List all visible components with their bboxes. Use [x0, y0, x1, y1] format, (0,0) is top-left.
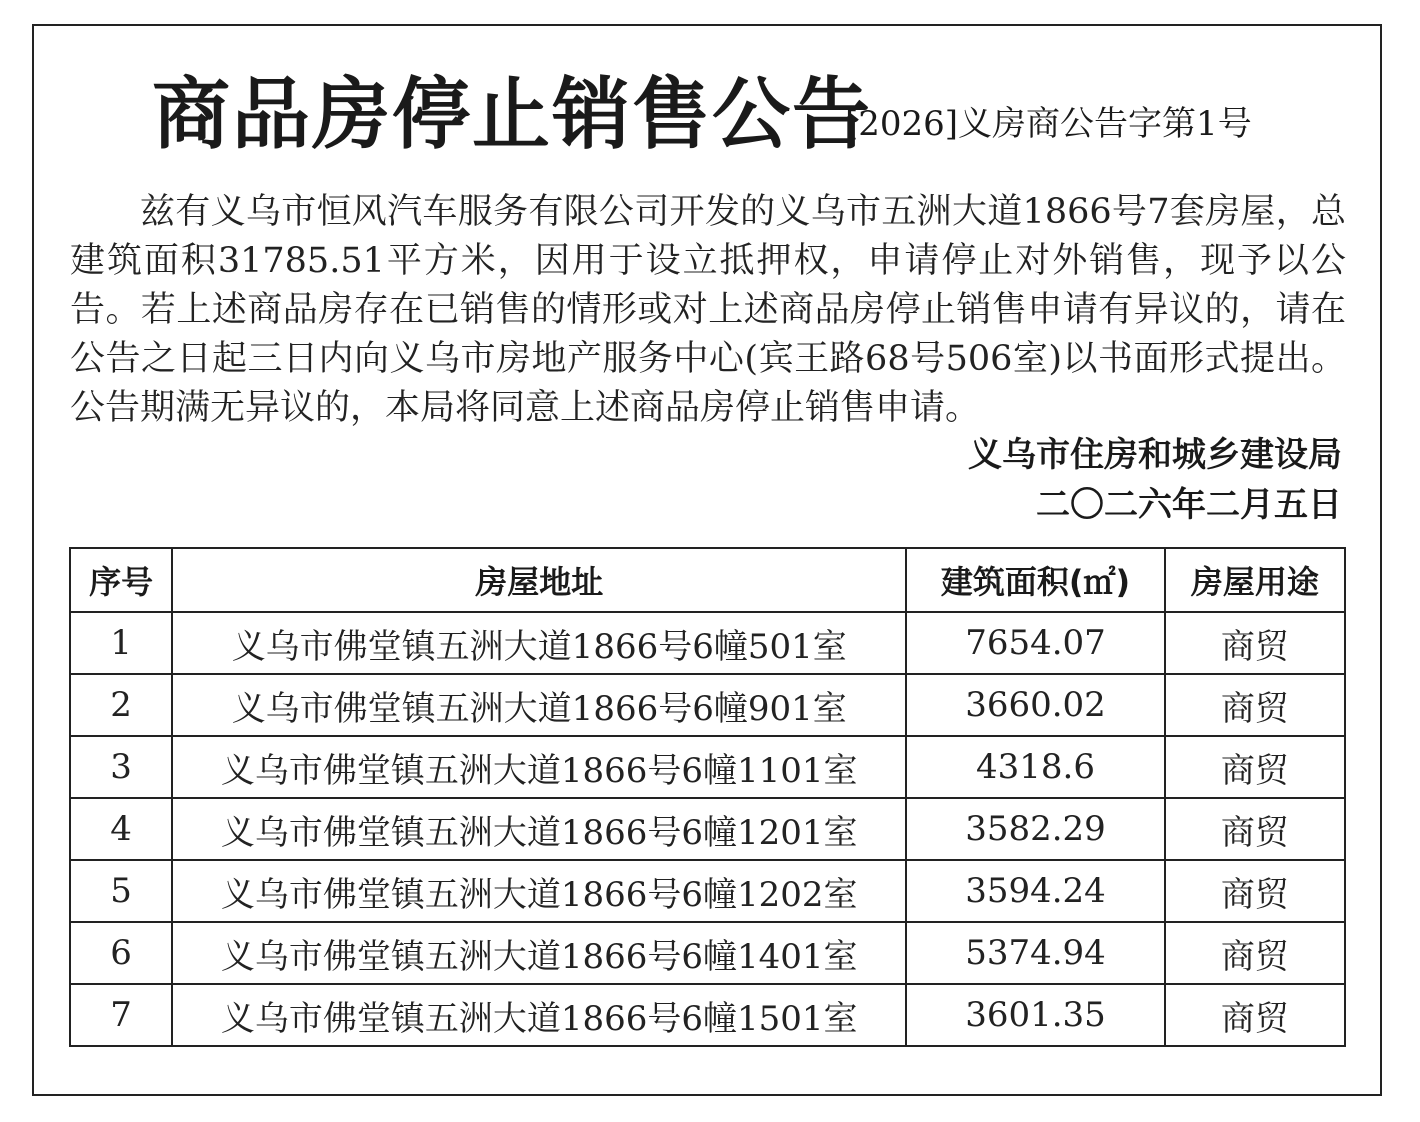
document-number: [2026]义房商公告字第1号: [845, 104, 1252, 144]
cell-address: 义乌市佛堂镇五洲大道1866号6幢1201室: [172, 798, 906, 860]
cell-number: 3: [70, 736, 172, 798]
table-row: [70, 984, 1345, 1046]
table-row: [70, 860, 1345, 922]
property-table: [69, 547, 1346, 1047]
cell-number: 5: [70, 860, 172, 922]
cell-use: 商贸: [1165, 922, 1345, 984]
cell-area: 3582.29: [906, 798, 1164, 860]
cell-use: 商贸: [1165, 736, 1345, 798]
cell-number: 1: [70, 612, 172, 674]
issue-date: 二〇二六年二月五日: [1036, 485, 1342, 525]
header-address: 房屋地址: [172, 548, 906, 612]
cell-number: 4: [70, 798, 172, 860]
cell-area: 5374.94: [906, 922, 1164, 984]
cell-number: 6: [70, 922, 172, 984]
cell-address: 义乌市佛堂镇五洲大道1866号6幢501室: [172, 612, 906, 674]
title-row: [0, 62, 1420, 162]
cell-number: 2: [70, 674, 172, 736]
header-number: 序号: [70, 548, 172, 612]
cell-address: 义乌市佛堂镇五洲大道1866号6幢901室: [172, 674, 906, 736]
table-row: [70, 612, 1345, 674]
cell-use: 商贸: [1165, 612, 1345, 674]
cell-area: 3601.35: [906, 984, 1164, 1046]
notice-body: 兹有义乌市恒风汽车服务有限公司开发的义乌市五洲大道1866号7套房屋，总建筑面积31785.51平方米，因用于设立抵押权，申请停止对外销售，现予以公告。若上述商品房存在已销售的情形或对上述商品房停止销售申请有异议的，请在公告之日起三日内向义乌市房地产服务中心(宾王路68号506室)以书面形式提出。公告期满无异议的，本局将同意上述商品房停止销售申请。: [70, 192, 1346, 428]
cell-area: 3660.02: [906, 674, 1164, 736]
signature-block: [968, 430, 1342, 530]
table-row: [70, 674, 1345, 736]
cell-use: 商贸: [1165, 674, 1345, 736]
table-row: [70, 798, 1345, 860]
cell-address: 义乌市佛堂镇五洲大道1866号6幢1202室: [172, 860, 906, 922]
cell-address: 义乌市佛堂镇五洲大道1866号6幢1101室: [172, 736, 906, 798]
cell-number: 7: [70, 984, 172, 1046]
table-row: [70, 922, 1345, 984]
cell-use: 商贸: [1165, 860, 1345, 922]
header-use: 房屋用途: [1165, 548, 1345, 612]
table-row: [70, 736, 1345, 798]
cell-area: 4318.6: [906, 736, 1164, 798]
cell-area: 3594.24: [906, 860, 1164, 922]
table-header-row: [70, 548, 1345, 612]
header-area: 建筑面积(㎡): [906, 548, 1164, 612]
issuer-name: 义乌市住房和城乡建设局: [968, 435, 1342, 475]
cell-area: 7654.07: [906, 612, 1164, 674]
cell-use: 商贸: [1165, 798, 1345, 860]
cell-address: 义乌市佛堂镇五洲大道1866号6幢1401室: [172, 922, 906, 984]
notice-title: 商品房停止销售公告: [152, 70, 873, 160]
cell-use: 商贸: [1165, 984, 1345, 1046]
cell-address: 义乌市佛堂镇五洲大道1866号6幢1501室: [172, 984, 906, 1046]
